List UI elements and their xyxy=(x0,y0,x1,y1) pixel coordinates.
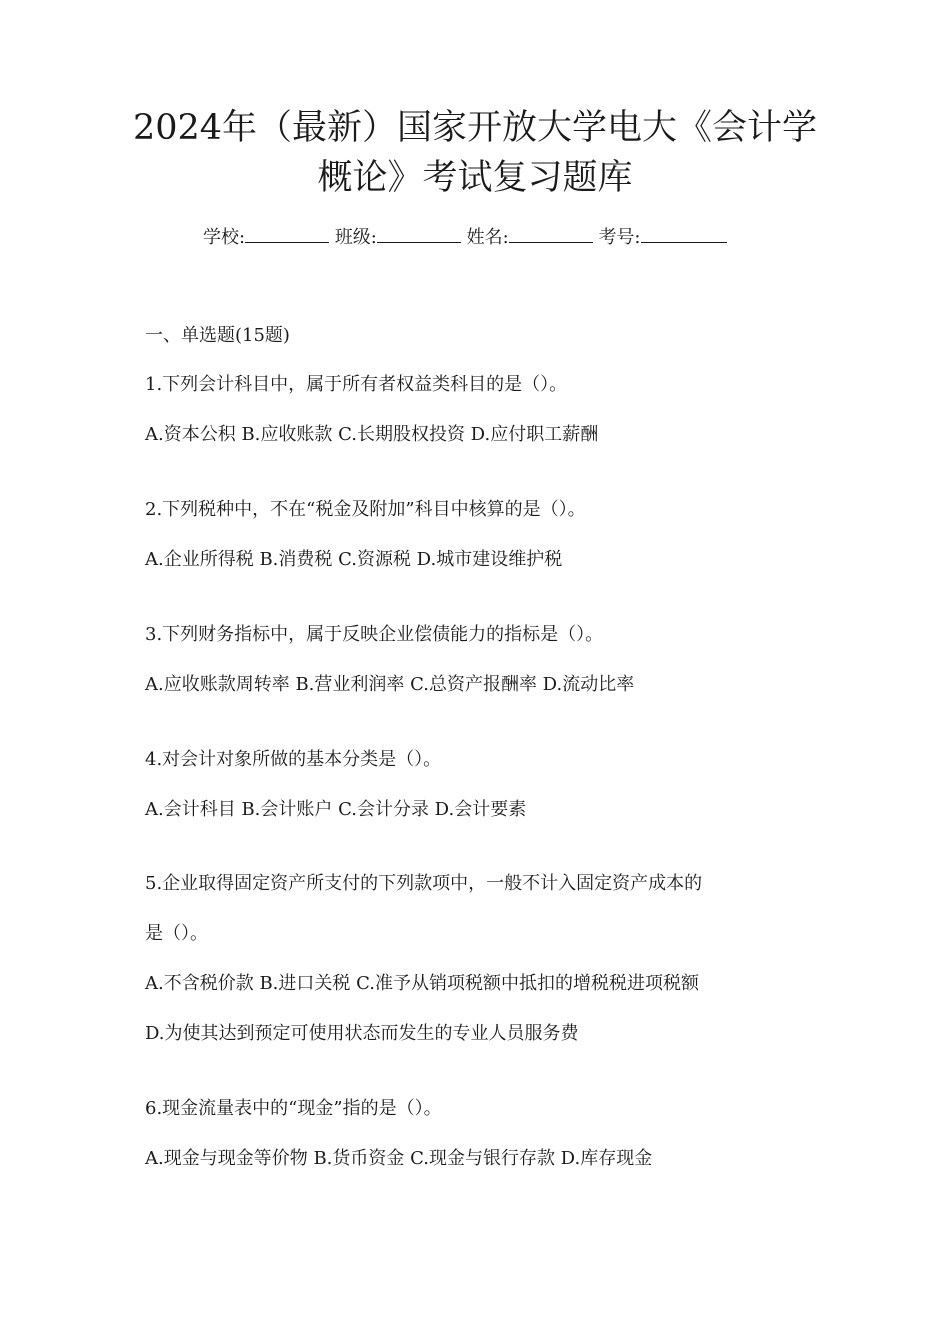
document-title-line-1: 2024年（最新）国家开放大学电大《会计学 xyxy=(132,108,818,148)
school-label: 学校: xyxy=(203,227,246,248)
name-label: 姓名: xyxy=(466,227,509,248)
question-3-options: A.应收账款周转率 B.营业利润率 C.总资产报酬率 D.流动比率 xyxy=(145,674,635,695)
question-5-options-line-1: A.不含税价款 B.进口关税 C.准予从销项税额中抵扣的增税税进项税额 xyxy=(145,973,699,994)
document-title-line-2: 概论》考试复习题库 xyxy=(317,158,633,198)
section-heading: 一、单选题(15题) xyxy=(145,325,290,346)
school-blank xyxy=(245,222,329,243)
class-blank xyxy=(377,222,461,243)
question-4-options: A.会计科目 B.会计账户 C.会计分录 D.会计要素 xyxy=(145,799,527,820)
question-1-options: A.资本公积 B.应收账款 C.长期股权投资 D.应付职工薪酬 xyxy=(145,424,599,445)
student-info-row xyxy=(203,222,727,252)
question-5-stem-line-1: 5.企业取得固定资产所支付的下列款项中，一般不计入固定资产成本的 xyxy=(145,873,703,894)
question-5-options-line-2: D.为使其达到预定可使用状态而发生的专业人员服务费 xyxy=(145,1023,579,1044)
question-4-stem: 4.对会计对象所做的基本分类是（）。 xyxy=(145,749,442,770)
question-3-stem: 3.下列财务指标中，属于反映企业偿债能力的指标是（）。 xyxy=(145,624,604,645)
question-5-stem-line-2: 是（）。 xyxy=(145,923,208,944)
question-2-options: A.企业所得税 B.消费税 C.资源税 D.城市建设维护税 xyxy=(145,549,563,570)
class-label: 班级: xyxy=(334,227,377,248)
question-2-stem: 2.下列税种中，不在“税金及附加”科目中核算的是（）。 xyxy=(145,499,586,520)
question-1-stem: 1.下列会计科目中，属于所有者权益类科目的是（）。 xyxy=(145,374,568,395)
exam-number-label: 考号: xyxy=(598,227,641,248)
exam-number-blank xyxy=(641,222,727,243)
question-6-stem: 6.现金流量表中的“现金”指的是（）。 xyxy=(145,1098,442,1119)
name-blank xyxy=(509,222,593,243)
question-6-options: A.现金与现金等价物 B.货币资金 C.现金与银行存款 D.库存现金 xyxy=(145,1148,653,1169)
